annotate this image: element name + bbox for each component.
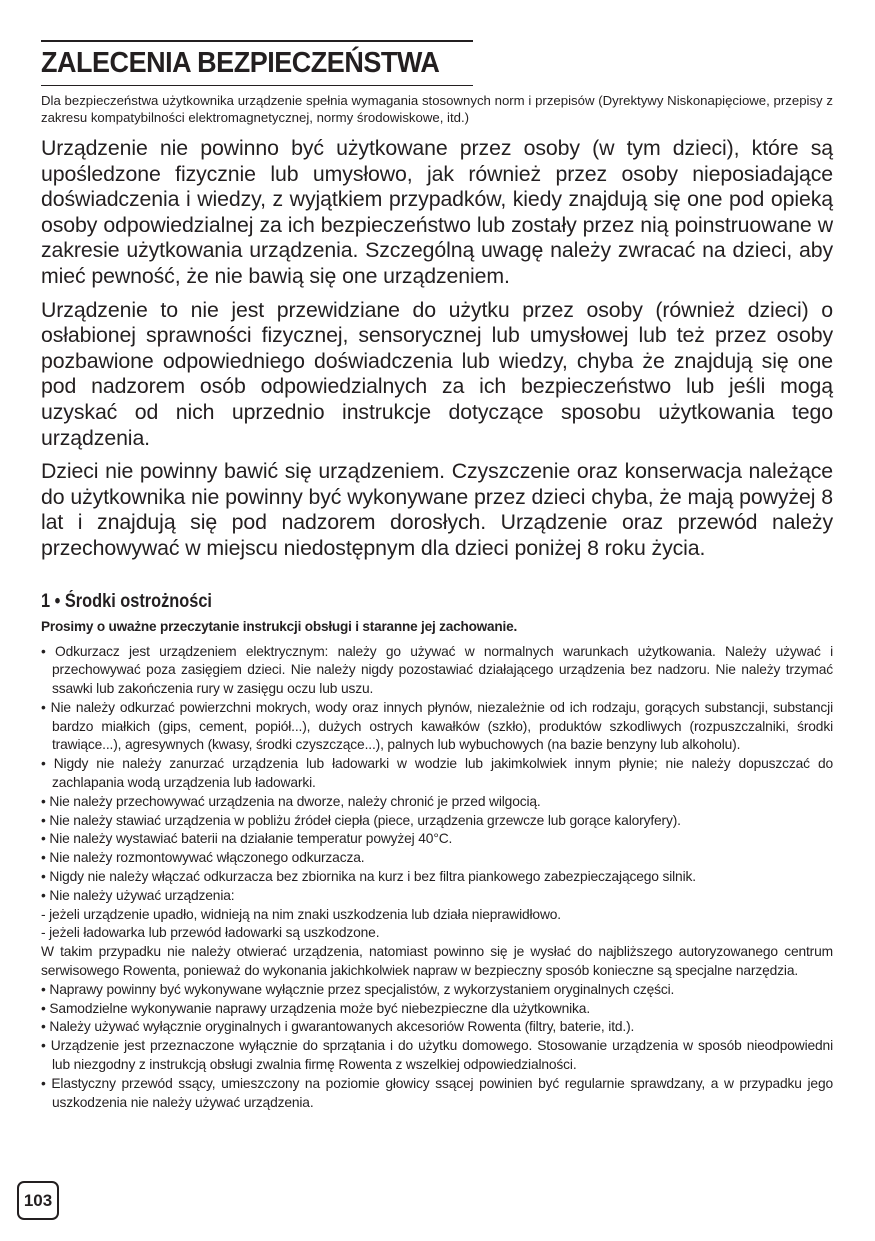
list-item: • Samodzielne wykonywanie naprawy urządzenia może być niebezpieczne dla użytkownika. <box>41 1000 833 1019</box>
page-number: 103 <box>17 1181 59 1220</box>
warning-paragraph: Dzieci nie powinny bawić się urządzeniem. Czyszczenie oraz konserwacja należące do użytkownika nie powinny być wykonywane przez dzieci chyba, że mają powyżej 8 lat i znajdują się pod nadzorem dorosłych. Urządzenie oraz przewód należy przechowywać w miejscu niedostępnym dla dzieci poniżej 8 roku życia. <box>41 459 833 560</box>
list-subitem: - jeżeli ładowarka lub przewód ładowarki są uszkodzone. <box>41 925 380 941</box>
warning-paragraph: Urządzenie to nie jest przewidziane do użytku przez osoby (również dzieci) o osłabionej sprawności fizycznej, sensorycznej lub umysłowej lub też przez osoby pozbawione odpowiedniego doświadczenia lub wiedzy, chyba że znajdują się one pod nadzorem osób odpowiedzialnych za ich bezpieczeństwo lub jeśli mogą uzyskać od nich uprzednio instrukcje dotyczące sposobu użytkowania tego urządzenia. <box>41 297 833 450</box>
section-lead: Prosimy o uważne przeczytanie instrukcji obsługi i staranne jej zachowanie. <box>41 618 518 634</box>
list-item: • Nie należy stawiać urządzenia w pobliżu źródeł ciepła (piece, urządzenia grzewcze lub gorące kaloryfery). <box>41 812 833 831</box>
intro-paragraph: Dla bezpieczeństwa użytkownika urządzenie spełnia wymagania stosownych norm i przepisów (Dyrektywy Niskonapięciowe, przepisy z zakresu kompatybilności elektromagnetycznej, normy środowiskowe, itd.) <box>41 93 833 125</box>
list-item: • Nigdy nie należy włączać odkurzacza bez zbiornika na kurz i bez filtra piankowego zabezpieczającego silnik. <box>41 868 833 887</box>
section-heading: 1 • Środki ostrożności <box>41 590 212 612</box>
warning-paragraph: Urządzenie nie powinno być użytkowane przez osoby (w tym dzieci), które są upośledzone fizycznie lub umysłowo, jak również przez osoby nieposiadające doświadczenia i wiedzy, z wyjątkiem przypadków, kiedy znajdują się one pod opieką osoby odpowiedzialnej za ich bezpieczeństwo lub zostały przez nią poinstruowane w zakresie użytkowania urządzenia. Szczególną uwagę należy zwracać na dzieci, aby mieć pewność, że nie bawią się one urządzeniem. <box>41 136 833 288</box>
list-subitem: - jeżeli urządzenie upadło, widnieją na nim znaki uszkodzenia lub działa nieprawidłowo. <box>41 906 561 922</box>
list-item: • Nie należy wystawiać baterii na działanie temperatur powyżej 40°C. <box>41 830 833 849</box>
title-rule-bottom <box>41 85 473 86</box>
list-item: • Nie należy odkurzać powierzchni mokrych, wody oraz innych płynów, niezależnie od ich rodzaju, gorących substancji, substancji bardzo miałkich (gips, cement, popiół...), dużych ostrych kawałków (szkło), produktów szkodliwych (rozpuszczalniki, środki trawiące...), agresywnych (kwasy, środki czyszczące...), palnych lub wybuchowych (na bazie benzyny lub alkoholu). <box>41 699 833 755</box>
precautions-list <box>41 643 833 1113</box>
list-item: • Naprawy powinny być wykonywane wyłącznie przez specjalistów, z wykorzystaniem oryginalnych części. <box>41 981 833 1000</box>
list-item: • Nie należy przechowywać urządzenia na dworze, należy chronić je przed wilgocią. <box>41 793 833 812</box>
title-rule-top <box>41 40 473 42</box>
list-paragraph: W takim przypadku nie należy otwierać urządzenia, natomiast powinno się je wysłać do najbliższego autoryzowanego centrum serwisowego Rowenta, ponieważ do wykonania jakichkolwiek napraw w bezpieczny sposób konieczne są specjalne narzędzia. <box>41 944 833 979</box>
list-item: • Odkurzacz jest urządzeniem elektrycznym: należy go używać w normalnych warunkach użytkowania. Należy używać i przechowywać poza zasięgiem dzieci. Nie należy nigdy pozostawiać działającego urządzenia bez nadzoru. Nie należy trzymać ssawki lub zakończenia rury w zasięgu oczu lub uszu. <box>41 643 833 699</box>
list-item: • Urządzenie jest przeznaczone wyłącznie do sprzątania i do użytku domowego. Stosowanie urządzenia w sposób nieodpowiedni lub niezgodny z instrukcją obsługi zwalnia firmę Rowenta z wszelkiej odpowiedzialności. <box>41 1037 833 1075</box>
list-item: • Nie należy rozmontowywać włączonego odkurzacza. <box>41 849 833 868</box>
list-item: • Nigdy nie należy zanurzać urządzenia lub ładowarki w wodzie lub jakimkolwiek innym płynie; nie należy dopuszczać do zachlapania wodą urządzenia lub ładowarki. <box>41 755 833 793</box>
list-item: • Należy używać wyłącznie oryginalnych i gwarantowanych akcesoriów Rowenta (filtry, baterie, itd.). <box>41 1018 833 1037</box>
page-title: ZALECENIA BEZPIECZEŃSTWA <box>41 47 440 79</box>
list-item: • Nie należy używać urządzenia: <box>41 887 833 906</box>
list-item: • Elastyczny przewód ssący, umieszczony na poziomie głowicy ssącej powinien być regularnie sprawdzany, a w przypadku jego uszkodzenia nie należy używać urządzenia. <box>41 1075 833 1113</box>
document-page <box>41 40 833 1112</box>
